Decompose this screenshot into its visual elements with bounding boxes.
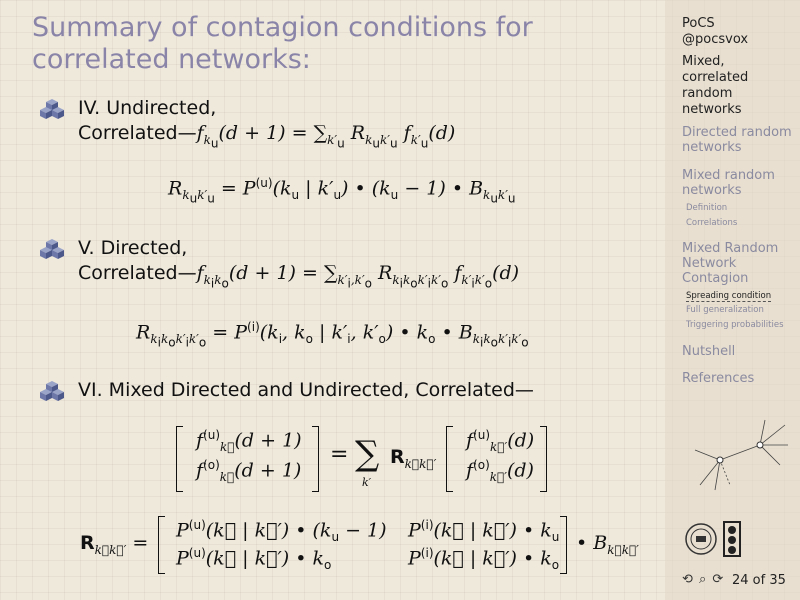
item-vi-heading: VI. Mixed Directed and Undirected, Correlated— — [78, 379, 534, 401]
item-iv-prefix: Correlated— — [78, 122, 197, 144]
sidebar-item-mixed-random-network-contagion[interactable]: Mixed Random Network Contagion — [682, 241, 779, 286]
sidebar-header: PoCS @pocsvox — [682, 16, 749, 47]
sidebar-item-references[interactable]: References — [682, 371, 755, 386]
sidebar-sub-full-generalization[interactable]: Full generalization — [686, 305, 764, 315]
sidebar-item-mixed-random-networks[interactable]: Mixed random networks — [682, 168, 775, 198]
sidebar-sub-spreading-condition[interactable]: Spreading condition — [686, 291, 772, 301]
cube-bullet-icon — [38, 238, 66, 260]
list-item-vi — [38, 378, 534, 403]
university-seal-icon — [684, 522, 718, 556]
equation-r-directed: $R_{k_ik_ok'_ik'_o} = P^{(i)}(k_i$, $k_o$ | $k'_i$, $k'_o$) • $k_o$ • $B_{k_ik_ok'_ik'_o}$ — [136, 320, 529, 350]
logo-icon — [722, 520, 742, 558]
item-v-prefix: Correlated— — [78, 262, 197, 284]
item-iv-formula: $f_{k_u}(d + 1) = \sum_{k'_u}$ $R_{k_uk'_u}$ $f_{k'_u}(d)$ — [196, 122, 456, 151]
cube-bullet-icon — [38, 98, 66, 120]
slide-main: Summary of contagion conditions for correlated networks: IV. Undirected, $Correlated—f_{k_u}(d + 1) = \sum_{k'_u}$ $R_{k_uk'_u}$ $f_{k'_u}(d)$ $R_{k_uk'_u} = P^{(u)}(k_u$ | $k'_u$) • $(k_u - 1)$ • $B_{k_uk'_u}$ V. Directed, $Correlated—f_{k_ik_o}(d + 1) = \sum_{k'_i,k'_o}$ $R_{k_ik_ok'_ik'_o}$ $f_{k'_ik'_o}(d)$ $R_{k_ik_ok'_ik'_o} = P^{(i)}(k_i$, $k_o$ | $k'_i$, $k'_o$) • $k_o$ • $B_{k_ik_ok'_ik'_o}$ VI. Mixed Directed and Undirected, Correlated— $f^{(u)}_{k⃗}(d + 1)$ $f^{(o)}_{k⃗}(d + 1)$ = ∑ k′ $R_{k⃗k⃗'}$ $f^{(u)}_{k⃗'}(d)$ $f^{(o)}_{k⃗'}(d)$ $R_{k⃗k⃗'}$ = $P^{(u)}(k⃗$ | k⃗′) • $(k_u - 1)$ $P^{(u)}(k⃗$ | k⃗′) • $k_o$ $P^{(i)}(k⃗$ | k⃗′) • $k_u$ $P^{(i)}(k⃗$ | k⃗′) • $k_o$ • $B_{k⃗k⃗'}$ — [0, 0, 665, 600]
sidebar-item-directed-random-networks[interactable]: Directed random networks — [682, 125, 792, 155]
equation-r-undirected: $R_{k_uk'_u} = P^{(u)}(k_u$ | $k'_u$) • $(k_u - 1)$ • $B_{k_uk'_u}$ — [168, 176, 516, 206]
sidebar-item-nutshell[interactable]: Nutshell — [682, 344, 736, 359]
sidebar-sub-triggering-probabilities[interactable]: Triggering probabilities — [686, 320, 784, 330]
sidebar-sub-definition[interactable]: Definition — [686, 203, 728, 213]
network-illustration — [690, 415, 790, 495]
item-v-heading: V. Directed, — [78, 237, 188, 259]
page-number: 24 of 35 — [732, 573, 786, 588]
list-item-v — [38, 236, 519, 296]
slide-navigation-controls[interactable]: ⟲ ⌕ ⟳ — [682, 572, 725, 587]
item-iv-heading: IV. Undirected, — [78, 97, 217, 119]
cube-bullet-icon — [38, 380, 66, 402]
list-item-iv — [38, 96, 455, 156]
sidebar-current-title: Mixed, correlated random networks — [682, 54, 749, 117]
item-v-formula: $f_{k_ik_o}(d + 1) = \sum_{k'_i,k'_o}$ $R_{k_ik_ok'_ik'_o}$ $f_{k'_ik'_o}(d)$ — [196, 262, 520, 291]
slide-title: Summary of contagion conditions for correlated networks: — [32, 12, 533, 75]
sidebar-sub-correlations[interactable]: Correlations — [686, 218, 738, 228]
